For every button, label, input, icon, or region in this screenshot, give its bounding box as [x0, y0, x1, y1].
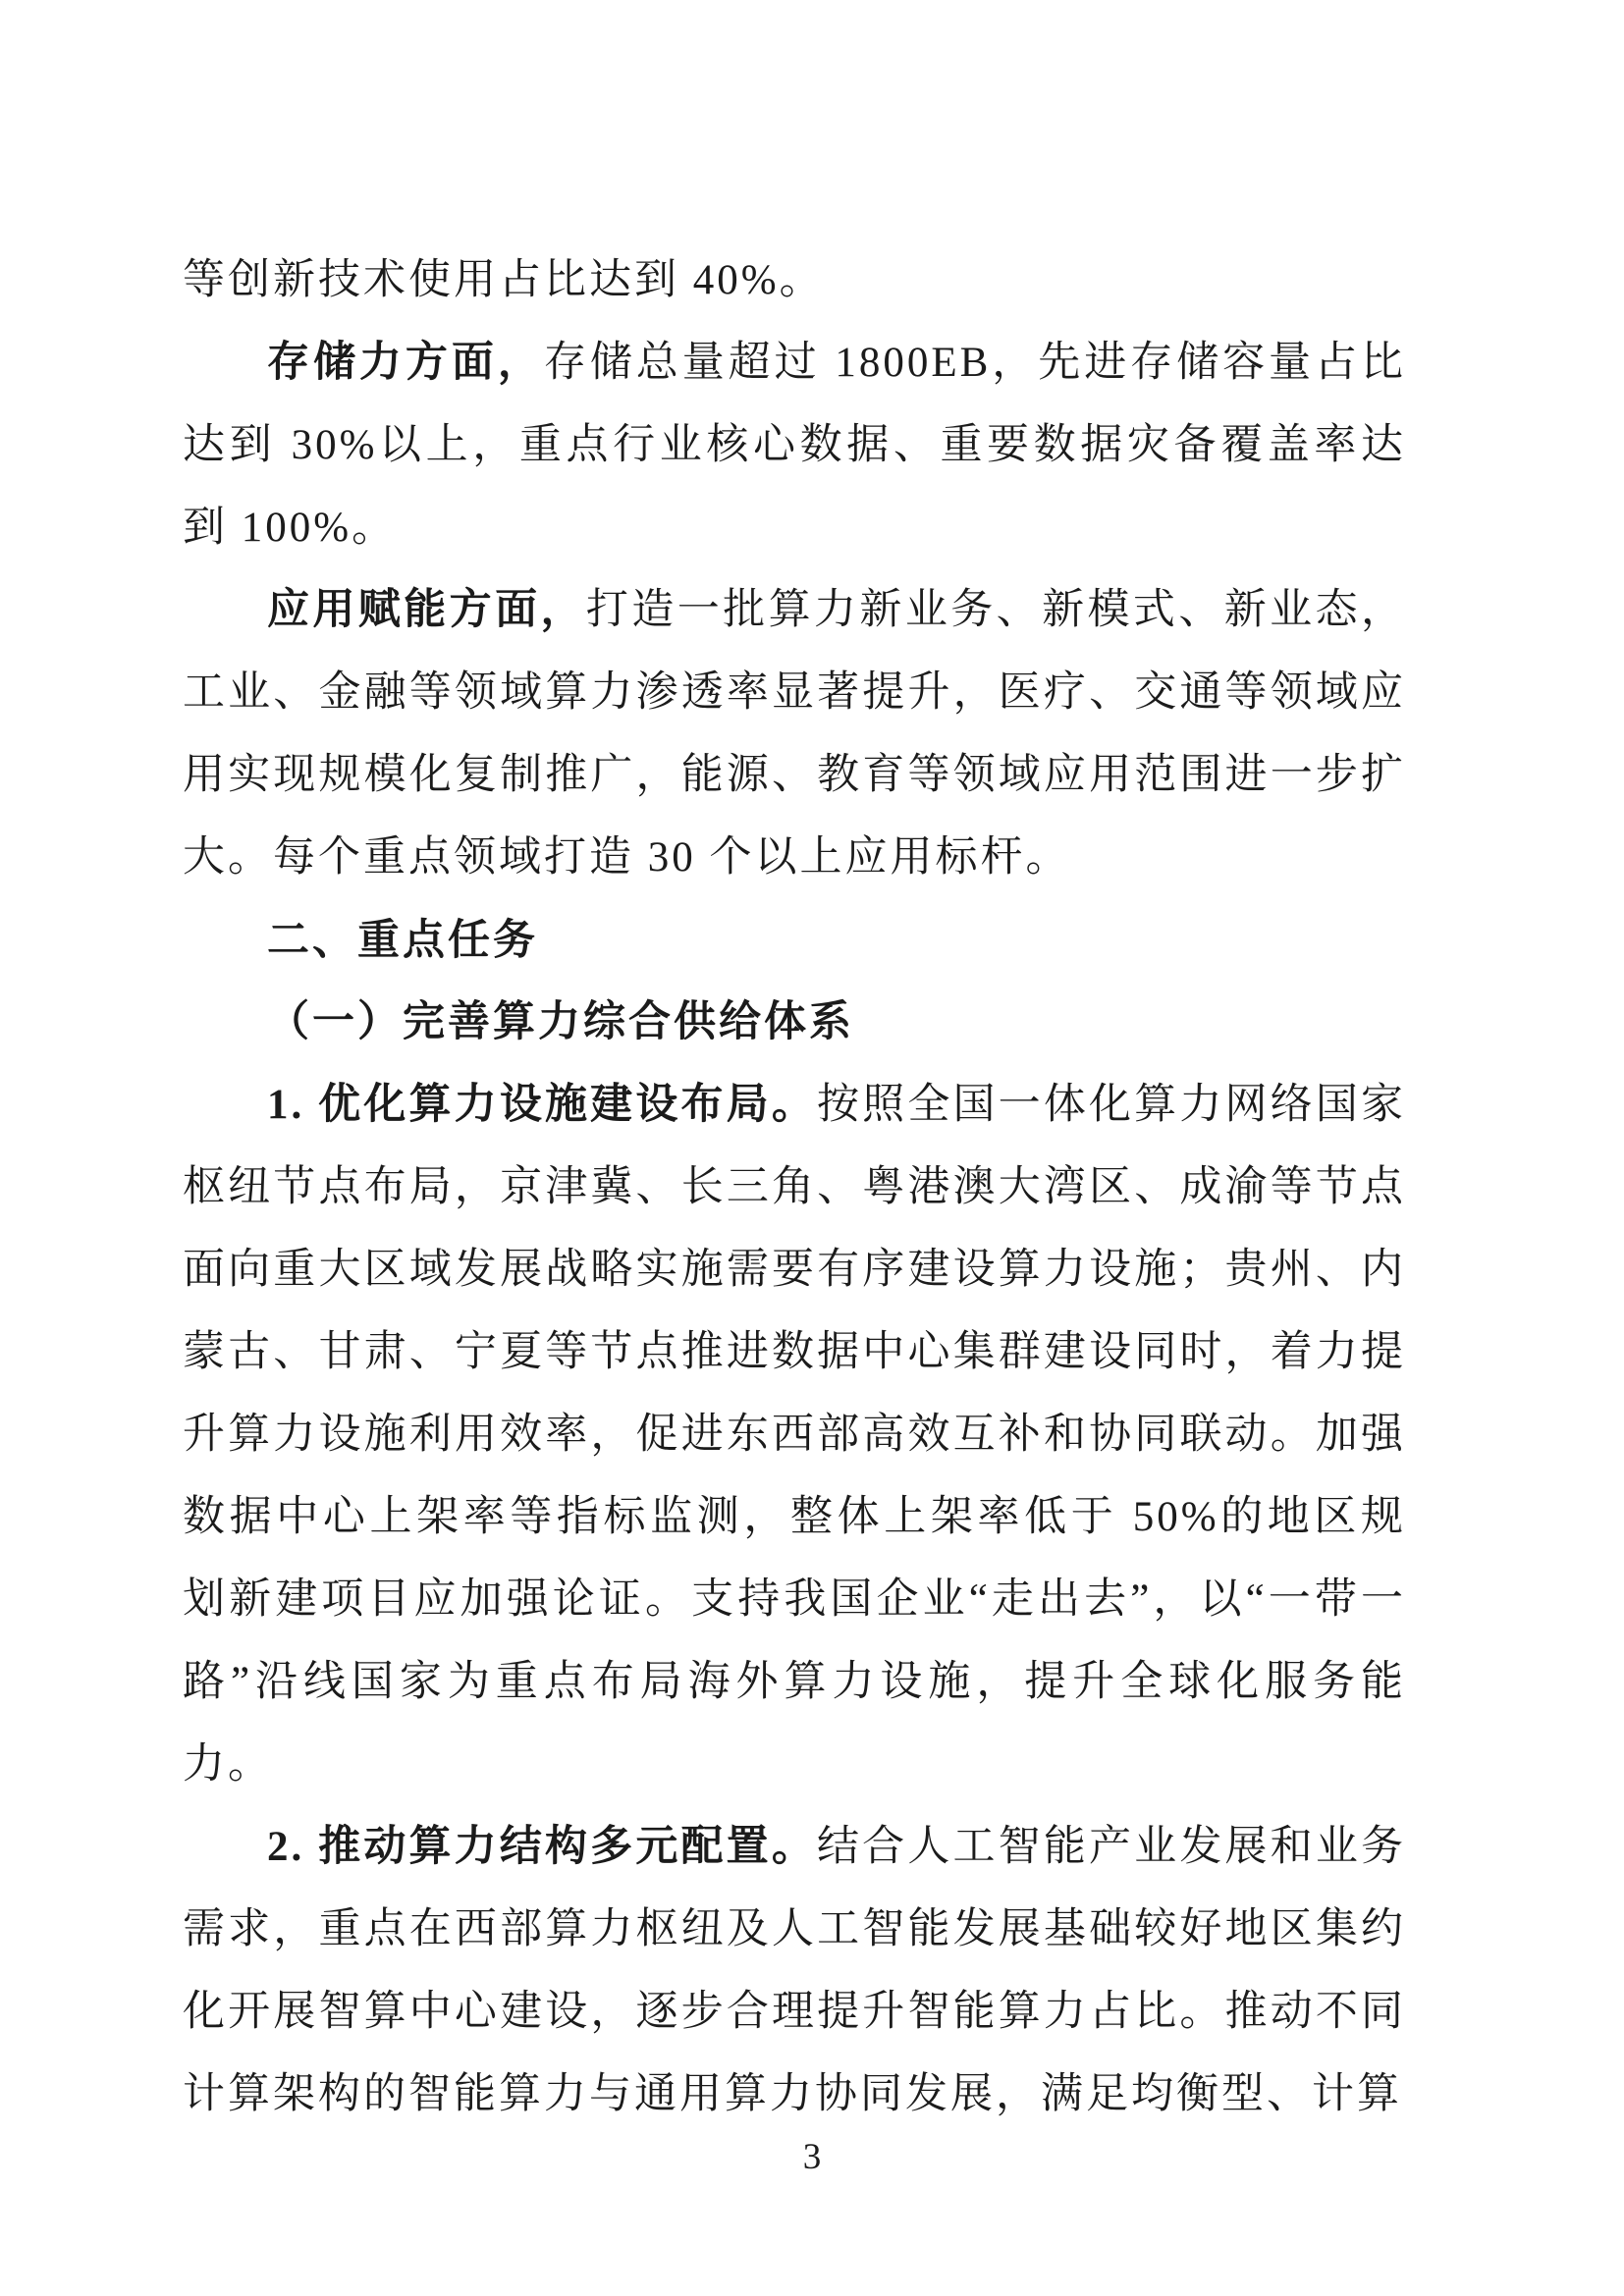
paragraph-task1-lead: 1. 优化算力设施建设布局。: [267, 1082, 817, 1128]
paragraph-task2: [183, 1806, 1406, 2136]
paragraph-application-lead: 应用赋能方面，: [267, 587, 586, 633]
paragraph-task2-body: 结合人工智能产业发展和业务需求，重点在西部算力枢纽及人工智能发展基础较好地区集约化开展智算中心建设，逐步合理提升智能算力占比。推动不同计算架构的智能算力与通用算力协同发展，满足均衡型、计算: [183, 1824, 1406, 2117]
paragraph-task1-body: 按照全国一体化算力网络国家枢纽节点布局，京津冀、长三角、粤港澳大湾区、成渝等节点面向重大区域发展战略实施需要有序建设算力设施；贵州、内蒙古、甘肃、宁夏等节点推进数据中心集群建设同时，着力提升算力设施利用效率，促进东西部高效互补和协同联动。加强数据中心上架率等指标监测，整体上架率低于 50%的地区规划新建项目应加强论证。支持我国企业“走出去”，以“一带一路”沿线国家为重点布局海外算力设施，提升全球化服务能力。: [183, 1082, 1406, 1788]
paragraph-storage-body: 存储总量超过 1800EB，先进存储容量占比达到 30%以上，重点行业核心数据、重要数据灾备覆盖率达到 100%。: [183, 340, 1406, 551]
paragraph-task1: [183, 1064, 1406, 1806]
document-body: [183, 240, 1406, 2136]
section-heading: 二、重点任务: [267, 917, 538, 964]
paragraph-application: [183, 569, 1406, 899]
paragraph-task2-lead: 2. 推动算力结构多元配置。: [267, 1824, 817, 1870]
paragraph-storage: [183, 322, 1406, 569]
paragraph-application-body: 打造一批算力新业务、新模式、新业态，工业、金融等领域算力渗透率显著提升，医疗、交通等领域应用实现规模化复制推广，能源、教育等领域应用范围进一步扩大。每个重点领域打造 30 个以上应用标杆。: [183, 587, 1407, 881]
paragraph-storage-lead: 存储力方面，: [267, 340, 544, 386]
paragraph-continuation: 等创新技术使用占比达到 40%。: [183, 257, 825, 303]
subsection-heading: （一）完善算力综合供给体系: [267, 999, 854, 1045]
page-number: 3: [802, 2137, 822, 2177]
